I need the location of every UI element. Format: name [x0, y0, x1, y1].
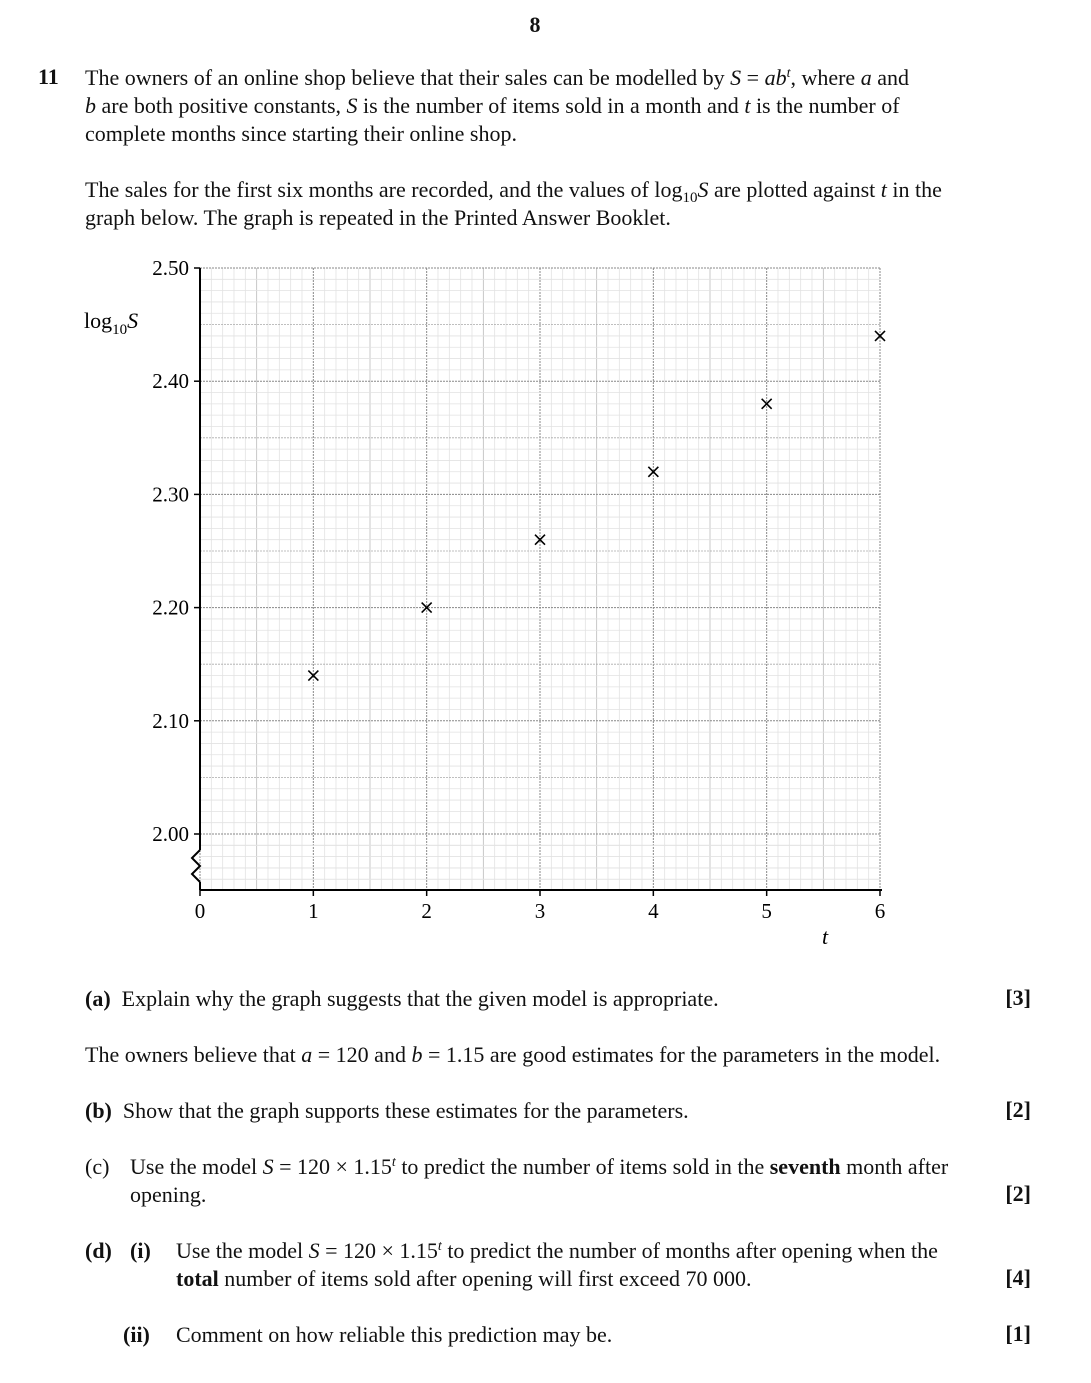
var-S: S: [697, 177, 709, 202]
part-c-text: Use the model: [130, 1154, 263, 1179]
part-d-i-text: to predict the number of months after opening when the: [441, 1238, 938, 1263]
x-tick-label: 2: [421, 899, 432, 923]
equals: =: [741, 65, 765, 90]
part-d-ii-label-text: (ii): [123, 1322, 150, 1347]
part-c: [130, 1153, 1040, 1209]
part-d-i-text: number of items sold after opening will first exceed 70 000.: [218, 1266, 752, 1291]
intro-text: complete months since starting their online shop.: [85, 121, 517, 146]
var-b: b: [411, 1042, 423, 1067]
sales-text: The sales for the first six months are recorded, and the values of log: [85, 177, 683, 202]
var-S: S: [262, 1154, 274, 1179]
y-axis-label: [84, 308, 138, 338]
page-number: 8: [529, 12, 541, 37]
estimates-text: The owners believe that: [85, 1042, 302, 1067]
part-c-label: (c): [85, 1154, 110, 1179]
log-sales-chart: [0, 240, 1091, 960]
var-S: S: [730, 65, 742, 90]
y-label-log: log: [84, 308, 113, 333]
var-ab: ab: [764, 65, 787, 90]
sales-text: graph below. The graph is repeated in the Printed Answer Booklet.: [85, 205, 671, 230]
var-b: b: [85, 93, 96, 118]
y-tick-label: 2.00: [152, 822, 189, 846]
var-t-exp: t: [391, 1155, 396, 1170]
estimates-text: = 120 and: [312, 1042, 412, 1067]
sales-paragraph: [85, 176, 1045, 232]
x-tick-label: 0: [194, 899, 206, 923]
question-intro: [85, 64, 1045, 148]
part-d-i-label: [130, 1237, 151, 1265]
part-b: [85, 1097, 689, 1125]
part-b-text: Show that the graph supports these estimates for the parameters.: [122, 1098, 689, 1123]
var-t-exp: t: [437, 1239, 442, 1254]
part-c-bold: seventh: [769, 1154, 841, 1179]
y-tick-label: 2.10: [152, 708, 189, 733]
part-a-label: (a): [85, 986, 111, 1011]
question-number: 11: [38, 64, 59, 89]
x-tick-label: 1: [308, 899, 319, 923]
part-d-i-label-text: (i): [130, 1238, 151, 1263]
part-d-ii-label: [123, 1321, 150, 1349]
part-c-marks: [2]: [1005, 1181, 1031, 1206]
part-c-text: to predict the number of items sold in the: [395, 1154, 770, 1179]
model-expr: = 120 × 1.15: [319, 1238, 438, 1263]
x-axis-label: t: [822, 924, 829, 949]
part-c-text: month after: [840, 1154, 949, 1179]
part-d-i-bold: total: [176, 1266, 219, 1291]
intro-text: The owners of an online shop believe that their sales can be modelled by: [85, 65, 731, 90]
part-a-marks: [3]: [1005, 985, 1031, 1010]
x-tick-label: 5: [761, 899, 772, 923]
intro-text: is the number of items sold in a month and: [357, 93, 745, 118]
part-d-ii-marks: [1]: [1005, 1321, 1031, 1346]
y-tick-label: 2.50: [152, 256, 189, 280]
var-t: t: [880, 177, 887, 202]
estimates-text: = 1.15 are good estimates for the parameters in the model.: [422, 1042, 941, 1067]
var-a: a: [860, 65, 872, 90]
part-a: [85, 985, 719, 1013]
var-S: S: [346, 93, 358, 118]
chart-axes: [192, 268, 882, 890]
part-a-text: Explain why the graph suggests that the given model is appropriate.: [121, 986, 719, 1011]
part-d-ii: Comment on how reliable this prediction may be.: [176, 1322, 613, 1347]
sales-text: in the: [886, 177, 942, 202]
part-d-label: [85, 1237, 112, 1265]
part-d-i-text: Use the model: [176, 1238, 309, 1263]
x-tick-label: 3: [534, 899, 546, 923]
log-subscript: 10: [682, 190, 698, 206]
estimates-paragraph: [85, 1041, 940, 1069]
x-tick-label: 4: [648, 899, 659, 923]
part-d-label-text: (d): [85, 1238, 112, 1263]
var-t: t: [744, 93, 751, 118]
var-a: a: [301, 1042, 313, 1067]
var-t-exp: t: [786, 66, 791, 81]
part-b-label: (b): [85, 1098, 112, 1123]
y-label-var: S: [127, 308, 139, 333]
y-tick-label: 2.40: [152, 369, 189, 394]
x-tick-label: 6: [874, 899, 886, 923]
intro-text: are both positive constants,: [96, 93, 347, 118]
model-expr: = 120 × 1.15: [273, 1154, 392, 1179]
part-b-marks: [2]: [1005, 1097, 1031, 1122]
y-axis-break: [192, 850, 200, 882]
chart-grid: [200, 268, 880, 890]
y-label-sub: 10: [112, 322, 128, 338]
y-tick-label: 2.30: [152, 482, 189, 507]
intro-text: is the number of: [750, 93, 900, 118]
part-c-text: opening.: [130, 1182, 207, 1207]
sales-text: are plotted against: [708, 177, 881, 202]
var-S: S: [308, 1238, 320, 1263]
y-tick-label: 2.20: [152, 595, 189, 620]
part-d-i-marks: [4]: [1005, 1265, 1031, 1290]
intro-text: and: [871, 65, 909, 90]
part-d-i: [176, 1237, 1036, 1293]
intro-text: , where: [790, 65, 861, 90]
